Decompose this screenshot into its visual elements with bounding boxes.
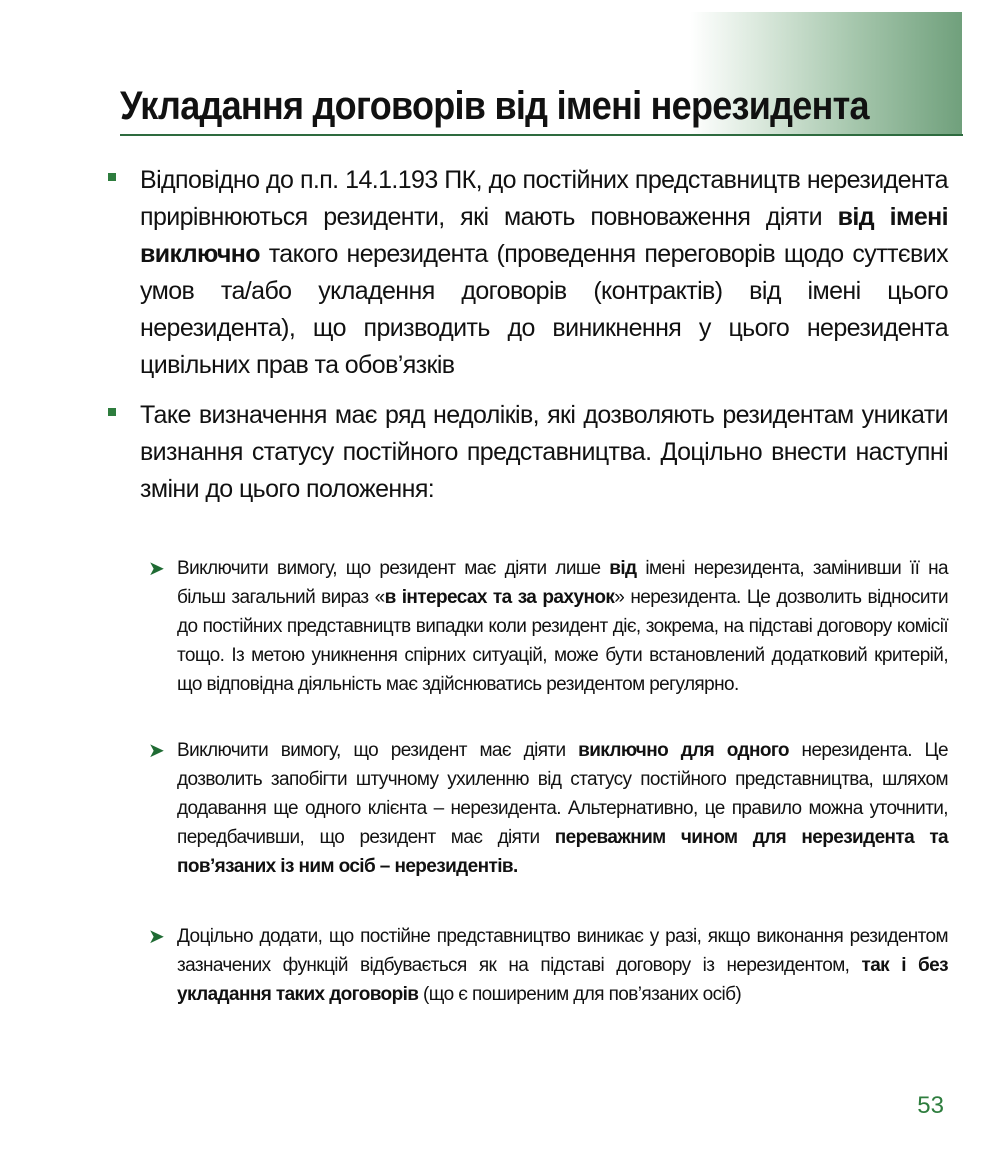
sub-1-bold-b: в інтересах та за рахунок bbox=[384, 587, 615, 608]
bullet-1-bold: від імені виключно bbox=[140, 203, 948, 268]
sub-1-bold-a: від bbox=[609, 558, 637, 579]
title-underline bbox=[120, 134, 963, 136]
bullet-2-text: Таке визначення має ряд недоліків, які дозволяють резидентам уникати визнання статусу постійного представництва. Доцільно внести наступні зміни до цього положення: bbox=[140, 401, 948, 503]
square-bullet-icon bbox=[108, 173, 116, 181]
slide-title: Укладання договорів від імені нерезидента bbox=[120, 84, 869, 128]
sub-3-text-a: Доцільно додати, що постійне представництво виникає у разі, якщо виконання резидентом зазначених функцій відбувається як на підставі договору із нерезидентом, bbox=[177, 926, 948, 976]
sub-3-text-b: (що є поширеним для пов’язаних осіб) bbox=[418, 984, 742, 1005]
sub-2-bold-b: переважним чином для нерезидента та пов’язаних із ним осіб – нерезидентів. bbox=[177, 827, 949, 877]
sub-1-text-b: імені нерезидента, замінивши її на більш загальний вираз « bbox=[177, 558, 949, 608]
sub-1-text-a: Виключити вимогу, що резидент має діяти лише bbox=[177, 558, 610, 579]
sub-3-bold-a: так і без укладання таких договорів bbox=[177, 955, 948, 1005]
arrow-bullet-icon: ➤ bbox=[148, 558, 165, 580]
bullet-1-text-a: Відповідно до п.п. 14.1.193 ПК, до постійних представництв нерезидента прирівнюються резиденти, які мають повноваження діяти bbox=[140, 166, 948, 231]
sub-bullet-paragraph-3 bbox=[177, 922, 948, 1009]
bullet-paragraph-1 bbox=[140, 162, 948, 384]
sub-bullet-paragraph-2 bbox=[177, 736, 948, 881]
page-number: 53 bbox=[917, 1092, 944, 1119]
bullet-1-text-b: такого нерезидента (проведення переговорів щодо суттєвих умов та/або укладення договорів (контрактів) від імені цього нерезидента), що призводить до виникнення у цього нерезидента цивільних прав та обов’язків bbox=[140, 240, 948, 379]
arrow-bullet-icon: ➤ bbox=[148, 926, 165, 948]
bullet-paragraph-2 bbox=[140, 397, 948, 508]
sub-1-text-c: » нерезидента. Це дозволить відносити до постійних представництв випадки коли резидент діє, зокрема, на підставі договору комісії тощо. Із метою уникнення спірних ситуацій, може бути встановлений додатковий критерій, що відповідна діяльність має здійснюватись резидентом регулярно. bbox=[177, 587, 948, 695]
arrow-bullet-icon: ➤ bbox=[148, 740, 165, 762]
sub-2-text-b: нерезидента. Це дозволить запобігти штучному ухиленню від статусу постійного представництва, шляхом додавання ще одного клієнта – нерезидента. Альтернативно, це правило можна уточнити, передбачивши, що резидент має діяти bbox=[177, 740, 948, 848]
sub-2-text-a: Виключити вимогу, що резидент має діяти bbox=[177, 740, 579, 761]
sub-bullet-paragraph-1 bbox=[177, 554, 948, 699]
sub-2-bold-a: виключно для одного bbox=[578, 740, 789, 761]
square-bullet-icon bbox=[108, 408, 116, 416]
